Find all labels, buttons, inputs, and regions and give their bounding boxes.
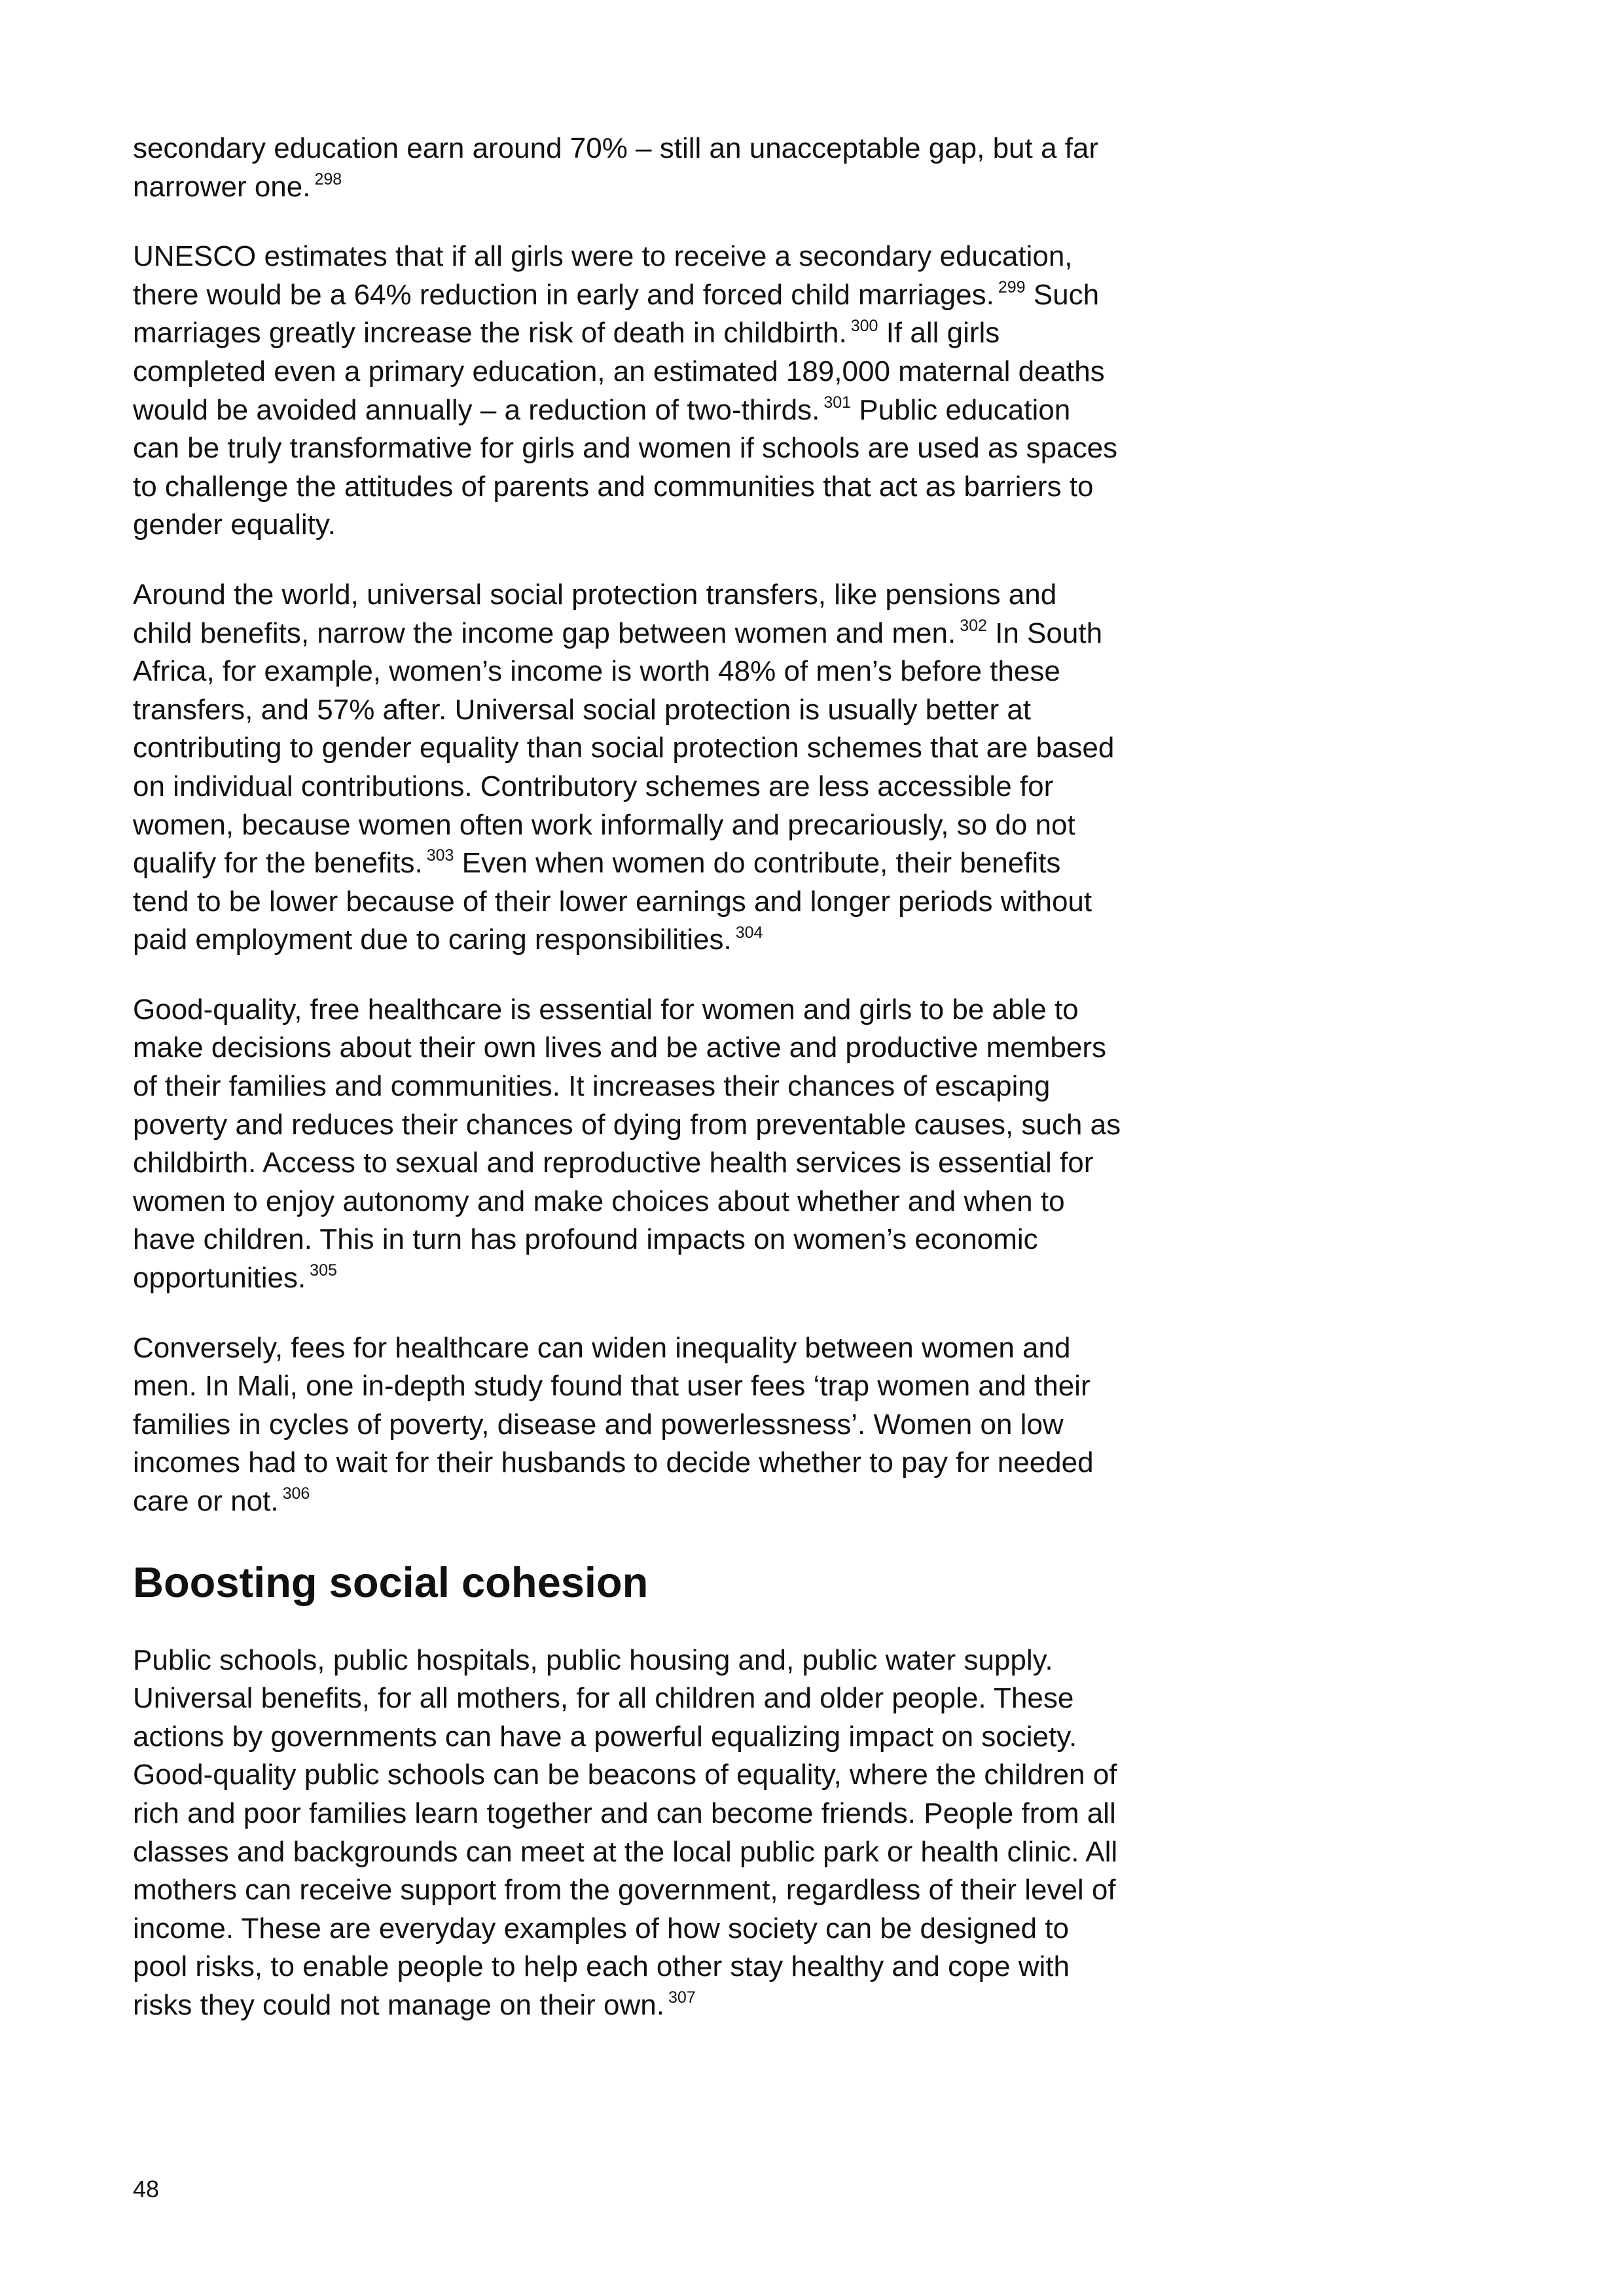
footnote-ref[interactable]: 304 bbox=[735, 923, 763, 942]
page-body bbox=[133, 130, 1121, 2056]
paragraph-text: Even when women do contribute, their benefits tend to be lower because of their lower earnings and longer periods without paid employment due to caring responsibilities. bbox=[133, 847, 1092, 956]
footnote-ref[interactable]: 303 bbox=[426, 846, 454, 865]
paragraph-text: Good-quality, free healthcare is essential for women and girls to be able to make decisions about their own lives and be active and productive members of their families and communities. It increases their chances of escaping poverty and reduces their chances of dying from preventable causes, such as childbirth. Access to sexual and reproductive health services is essential for women to enjoy autonomy and make choices about whether and when to have children. This in turn has profound impacts on women’s economic opportunities. bbox=[133, 993, 1121, 1295]
paragraph-social-protection bbox=[133, 576, 1121, 960]
footnote-ref[interactable]: 300 bbox=[850, 316, 878, 335]
footnote-ref[interactable]: 299 bbox=[998, 278, 1026, 297]
paragraph-text: Such marriages greatly increase the risk of death in childbirth. bbox=[133, 278, 1100, 350]
footnote-ref[interactable]: 307 bbox=[668, 1988, 696, 2007]
footnote-ref[interactable]: 302 bbox=[960, 616, 987, 635]
paragraph-social-cohesion bbox=[133, 1641, 1121, 2025]
paragraph-text: Around the world, universal social protection transfers, like pensions and child benefits, narrow the income gap between women and men. bbox=[133, 578, 1057, 649]
paragraph-text: Public schools, public hospitals, public housing and, public water supply. Universal benefits, for all mothers, for all children and older people. These actions by governments can have a powerful equalizing impact on society. Good-quality public schools can be beacons of equality, where the children of rich and poor families learn together and can become friends. People from all classes and backgrounds can meet at the local public park or health clinic. All mothers can receive support from the government, regardless of their level of income. These are everyday examples of how society can be designed to pool risks, to enable people to help each other stay healthy and cope with risks they could not manage on their own. bbox=[133, 1643, 1118, 2021]
paragraph-education-gap bbox=[133, 130, 1121, 206]
footnote-ref[interactable]: 305 bbox=[310, 1261, 337, 1280]
page-number: 48 bbox=[133, 2176, 160, 2202]
paragraph-text: If all girls completed even a primary education, an estimated 189,000 maternal deaths would be avoided annually – a reduction of two-thirds. bbox=[133, 317, 1105, 426]
paragraph-text: Public education can be truly transformative for girls and women if schools are used as spaces to challenge the attitudes of parents and communities that act as barriers to gender equality. bbox=[133, 393, 1118, 541]
section-heading: Boosting social cohesion bbox=[133, 1558, 649, 1606]
paragraph-text: secondary education earn around 70% – still an unacceptable gap, but a far narrower one. bbox=[133, 132, 1099, 203]
paragraph-healthcare-fees bbox=[133, 1329, 1121, 1521]
footnote-ref[interactable]: 298 bbox=[314, 170, 342, 188]
paragraph-text: UNESCO estimates that if all girls were to receive a secondary education, there would be a 64% reduction in early and forced child marriages. bbox=[133, 240, 1073, 311]
paragraph-unesco bbox=[133, 238, 1121, 545]
paragraph-text: Conversely, fees for healthcare can widen inequality between women and men. In Mali, one in-depth study found that user fees ‘trap women and their families in cycles of poverty, disease and powerlessness’. Women on low incomes had to wait for their husbands to decide whether to pay for needed care or not. bbox=[133, 1331, 1094, 1517]
paragraph-text: In South Africa, for example, women’s income is worth 48% of men’s before these transfers, and 57% after. Universal social protection is usually better at contributing to gender equality than social protection schemes that are based on individual contributions. Contributory schemes are less accessible for women, because women often work informally and precariously, so do not qualify for the benefits. bbox=[133, 617, 1115, 880]
paragraph-healthcare bbox=[133, 991, 1121, 1298]
footnote-ref[interactable]: 306 bbox=[282, 1484, 310, 1503]
footnote-ref[interactable]: 301 bbox=[823, 393, 852, 412]
